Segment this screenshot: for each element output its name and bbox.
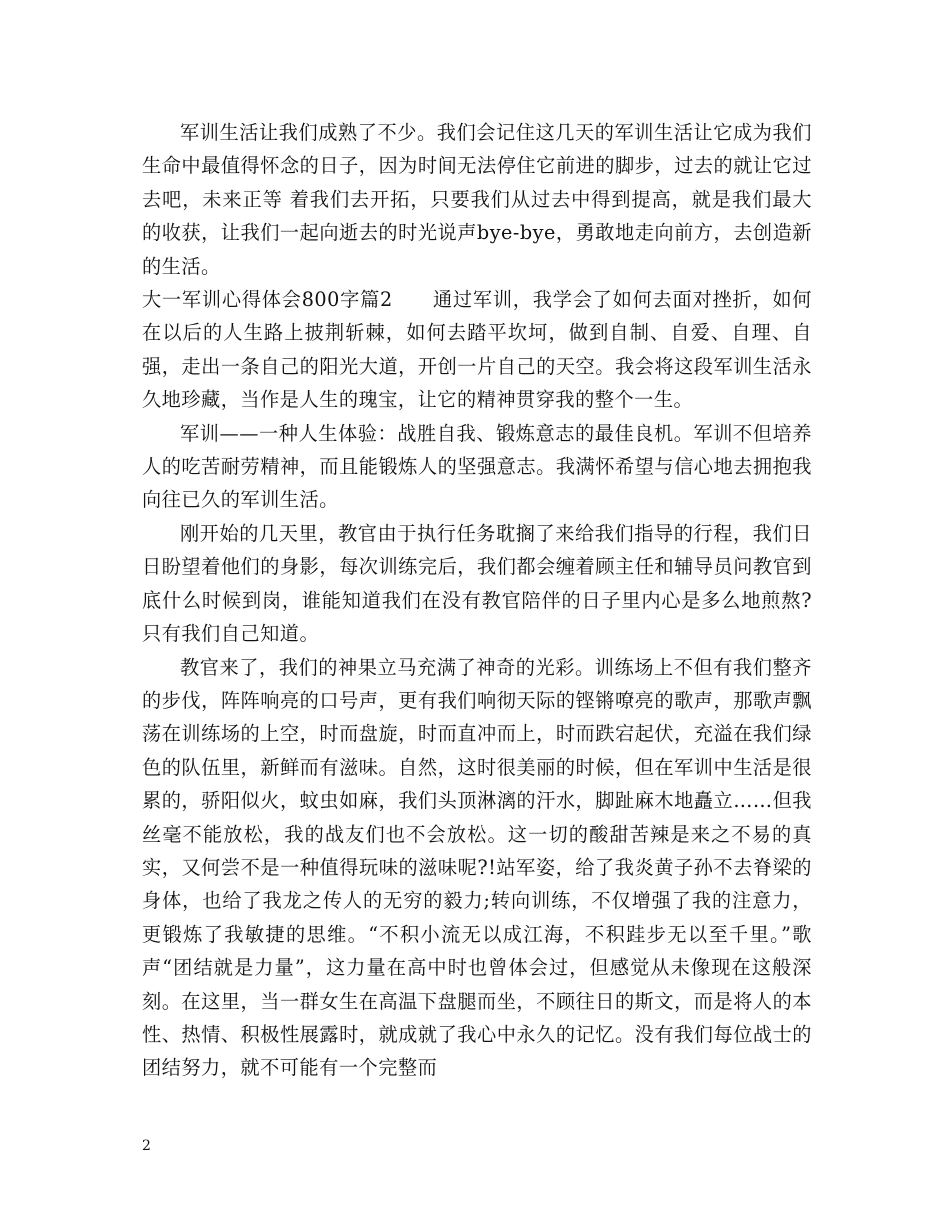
paragraph-3: 军训——一种人生体验：战胜自我、锻炼意志的最佳良机。军训不但培养人的吃苦耐劳精神，而且能锻炼人的坚强意志。我满怀希望与信心地去拥抱我向往已久的军训生活。 <box>142 421 812 512</box>
paragraph-1: 军训生活让我们成熟了不少。我们会记住这几天的军训生活让它成为我们生命中最值得怀念的日子，因为时间无法停住它前进的脚步，过去的就让它过去吧，未来正等 着我们去开拓，只要我们从过去中得到提高，就是我们最大的收获，让我们一起向逝去的时光说声bye-bye，勇敢地走向前方，去创造新的生活。 <box>142 121 812 278</box>
document-body <box>142 116 812 1085</box>
paragraph-5: 教官来了，我们的神果立马充满了神奇的光彩。训练场上不但有我们整齐的步伐，阵阵响亮的口号声，更有我们响彻天际的铿锵嘹亮的歌声，那歌声飘荡在训练场的上空，时而盘旋，时而直冲而上，时而跌宕起伏，充溢在我们绿色的队伍里，新鲜而有滋味。自然，这时很美丽的时候，但在军训中生活是很累的，骄阳似火，蚊虫如麻，我们头顶淋漓的汗水，脚趾麻木地矗立……但我丝毫不能放松，我的战友们也不会放松。这一切的酸甜苦辣是来之不易的真实，又何尝不是一种值得玩味的滋味呢?!站军姿，给了我炎黄子孙不去脊梁的身体，也给了我龙之传人的无穷的毅力;转向训练，不仅增强了我的注意力，更锻炼了我敏捷的思维。“不积小流无以成江海，不积跬步无以至千里。”歌声“团结就是力量”，这力量在高中时也曾体会过，但感觉从未像现在这般深刻。在这里，当一群女生在高温下盘腿而坐，不顾往日的斯文，而是将人的本性、热情、积极性展露时，就成就了我心中永久的记忆。没有我们每位战士的团结努力，就不可能有一个完整而 <box>142 655 812 1080</box>
page-number: 2 <box>142 1138 151 1154</box>
paragraph-4: 刚开始的几天里，教官由于执行任务耽搁了来给我们指导的行程，我们日日盼望着他们的身影，每次训练完后，我们都会缠着顾主任和辅导员问教官到底什么时候到岗，谁能知道我们在没有教官陪伴的日子里内心是多么地煎熬?只有我们自己知道。 <box>142 521 812 646</box>
paragraph-2: 大一军训心得体会800字篇2 通过军训，我学会了如何去面对挫折，如何在以后的人生路上披荆斩棘，如何去踏平坎坷，做到自制、自爱、自理、自强，走出一条自己的阳光大道，开创一片自己的天空。我会将这段军训生活永久地珍藏，当作是人生的瑰宝，让它的精神贯穿我的整个一生。 <box>142 288 812 412</box>
